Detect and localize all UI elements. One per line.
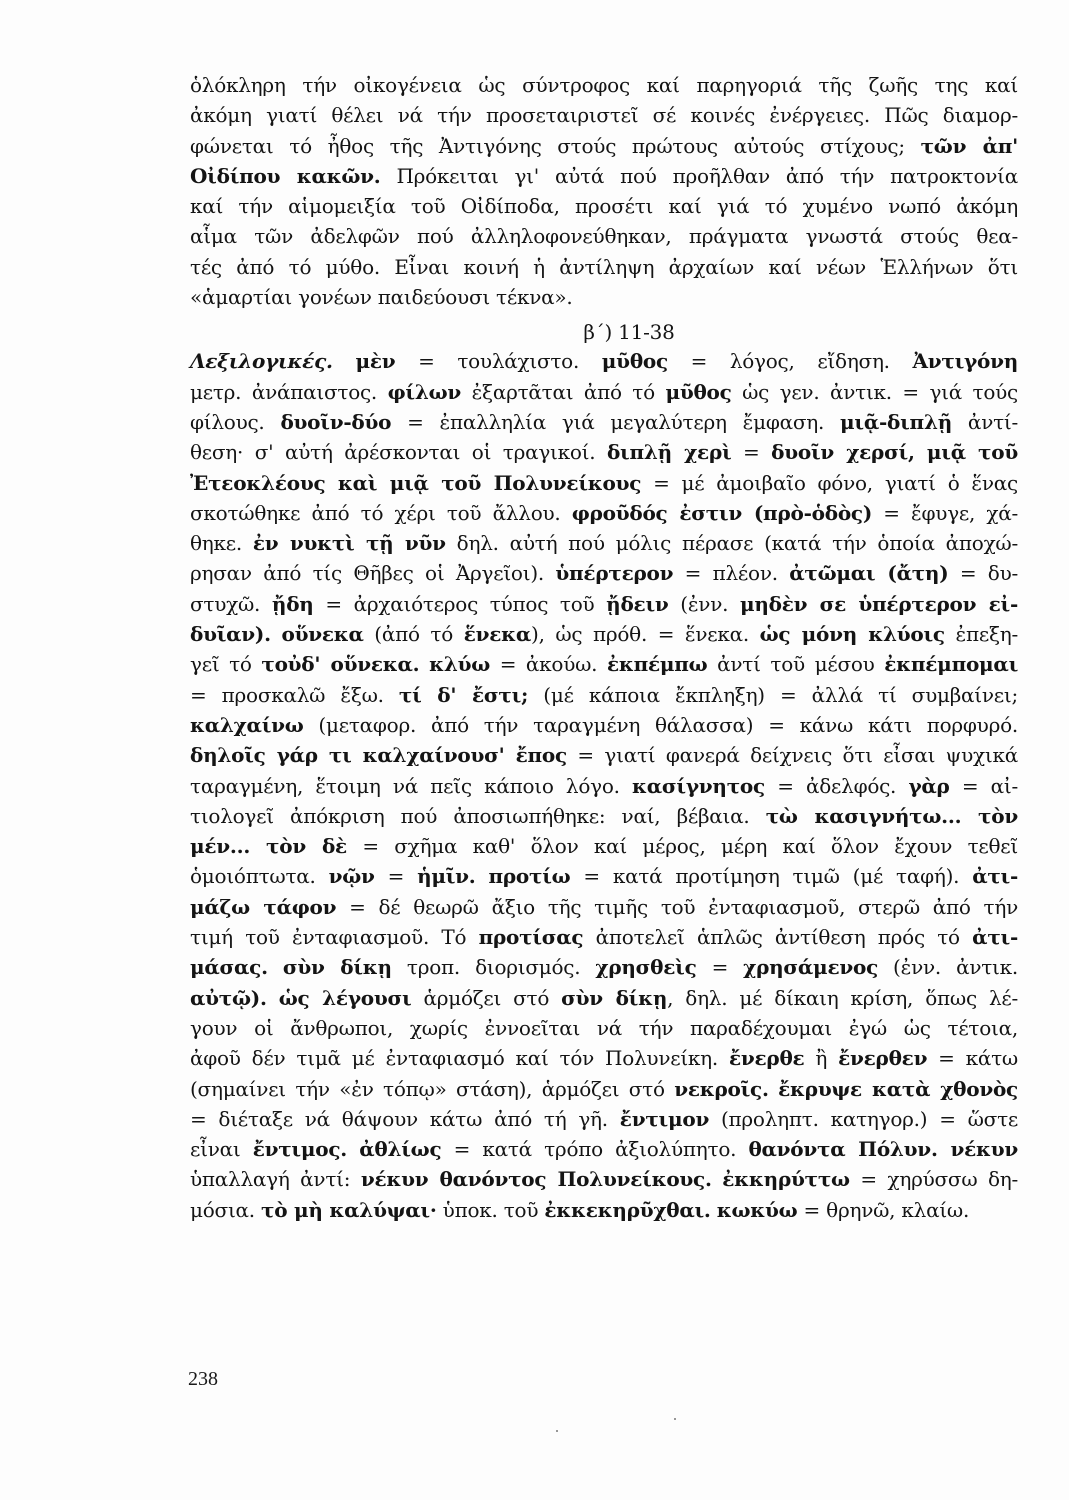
text-run: μόσια. [190, 1197, 262, 1222]
text-run: ὁμοιόπτωτα. [190, 864, 329, 889]
text-run: ), ὡς πρόθ. = ἕνεκα. [531, 622, 760, 647]
text-line [190, 346, 1018, 376]
bold-term: ὑπέρτερον [555, 561, 674, 586]
text-run: = γιατί φανερά δείχνεις ὅτι εἶσαι ψυχικά [566, 743, 1018, 768]
bold-term: ἐκκεκηρῦχθαι. [544, 1197, 711, 1222]
text-run: (μεταφορ. ἀπό τήν ταραγμένη θάλασσα) = κάνω κάτι πορφυρό. [303, 712, 1018, 737]
text-line [190, 100, 1018, 130]
text-run: φίλους. [190, 409, 281, 434]
text-run: τιολογεῖ ἀπόκριση πού ἀποσιωπήθηκε: ναί, βέβαια. [190, 803, 766, 828]
text-run: ταραγμένη, ἕτοιμη νά πεῖς κάποιο λόγο. [190, 773, 633, 798]
bold-term: ὡς μόνη κλύοις [759, 622, 945, 647]
bold-term: μιᾷ-διπλῇ [840, 409, 953, 434]
text-run: γεῖ τό [190, 652, 262, 677]
bold-term: ἀτι- [972, 864, 1019, 889]
bold-term: ἔκρυψε κατὰ χθονὸς [778, 1076, 1018, 1101]
text-run: τιμή τοῦ ἐνταφιασμοῦ. Τό [190, 925, 479, 950]
text-run: ἀντί- [952, 409, 1019, 434]
paragraph-vocabulary [190, 346, 1018, 1225]
text-line [190, 680, 1018, 710]
text-run: θηκε. [190, 531, 253, 556]
text-run: = ἀδελφός. [764, 773, 909, 798]
page-text [190, 70, 1018, 1225]
text-run [476, 864, 489, 888]
text-line [190, 528, 1018, 558]
text-run [347, 1137, 359, 1161]
text-line [190, 1134, 1018, 1164]
text-run: = ἀκούω. [490, 652, 607, 677]
text-run [268, 955, 283, 979]
scan-speck [556, 1430, 558, 1432]
bold-term: ᾔδη [271, 591, 314, 616]
text-run: μετρ. ἀνάπαιστος. [190, 379, 388, 404]
bold-term: Ἀντιγόνη [912, 349, 1018, 374]
text-line [190, 1043, 1018, 1073]
bold-term: αὐτῷ). [190, 985, 267, 1010]
bold-term: μῦθος [665, 379, 732, 404]
bold-term: νεκροῖς. [674, 1076, 769, 1101]
page-number: 238 [188, 1368, 218, 1390]
text-run: = προσκαλῶ ἔξω. [190, 682, 399, 707]
text-run [712, 1167, 723, 1191]
text-run: τροπ. διορισμός. [391, 955, 596, 980]
bold-term: σὺν δίκῃ [561, 985, 668, 1010]
text-line [190, 282, 1018, 312]
bold-term: ἐκκηρύττω [722, 1167, 850, 1192]
text-line [190, 861, 1018, 891]
text-run: ρησαν ἀπό τίς Θῆβες οἱ Ἀργεῖοι). [190, 561, 556, 586]
bold-term: μάσας. [190, 955, 268, 980]
text-run: (σημαίνει τήν «ἐν τόπῳ» στάση), ἁρμόζει στό [190, 1076, 675, 1101]
text-run: = δέ θεωρῶ ἄξιο τῆς τιμῆς τοῦ ἐνταφιασμοῦ, στερῶ ἀπό τήν [336, 894, 1018, 919]
text-run: = θρηνῶ, κλαίω. [797, 1197, 970, 1222]
text-run: = [731, 440, 772, 465]
text-run: ἁρμόζει στό [411, 985, 562, 1010]
text-run: = δυ- [948, 561, 1018, 586]
bold-term: ἀτῶμαι (ἄτη) [789, 561, 949, 586]
bold-term: ᾔδειν [606, 591, 669, 616]
text-run: , δηλ. μέ δίκαιη κρίση, ὅπως λέ- [667, 985, 1018, 1010]
bold-term: ἐν νυκτὶ τῇ νῦν [252, 531, 446, 556]
bold-term: ἐκπέμπομαι [884, 652, 1019, 677]
text-run: τές ἀπό τό μύθο. Εἶναι κοινή ἡ ἀντίληψη ἀρχαίων καί νέων Ἑλλήνων ὅτι [190, 254, 1018, 279]
bold-term [190, 349, 333, 373]
text-run: ὡς γεν. ἀντικ. = γιά τούς [731, 379, 1018, 404]
text-run: Πρόκειται γι' αὐτά πού προῆλθαν ἀπό τήν πατροκτονία [380, 163, 1018, 188]
text-run: ἀντί τοῦ μέσου [707, 652, 885, 677]
text-run: = διέταξε νά θάψουν κάτω ἀπό τή γῆ. [190, 1106, 620, 1131]
text-line [190, 892, 1018, 922]
text-line [190, 1074, 1018, 1104]
text-run: = [696, 955, 744, 980]
text-run [333, 349, 356, 373]
bold-term: ἕνεκα [463, 622, 532, 647]
text-run: θεση· σ' αὐτή ἀρέσκονται οἱ τραγικοί. [190, 440, 607, 465]
text-line [190, 161, 1018, 191]
text-run: ὑποκ. τοῦ [436, 1197, 545, 1222]
text-line [190, 407, 1018, 437]
bold-term: ἔνερθεν [838, 1046, 928, 1071]
text-line [190, 983, 1018, 1013]
text-run: (ἐνν. ἀντικ. [878, 955, 1019, 980]
text-line [190, 1164, 1018, 1194]
text-run: αἷμα τῶν ἀδελφῶν πού ἀλληλοφονεύθηκαν, πράγματα γνωστά στούς θεα- [190, 224, 1018, 249]
text-line [190, 710, 1018, 740]
text-run: ἀφοῦ δέν τιμᾶ μέ ἐνταφιασμό καί τόν Πολυνείκη. [190, 1046, 729, 1071]
text-line [190, 619, 1018, 649]
bold-term: χρησάμενος [743, 955, 878, 980]
bold-term: μὲν [355, 349, 396, 374]
bold-term: φίλων [387, 379, 462, 404]
text-line [190, 1104, 1018, 1134]
bold-term: ἡμῖν. [417, 864, 476, 889]
text-run: = [374, 864, 418, 889]
bold-term: διπλῇ χερὶ [606, 440, 732, 465]
text-run: = κατά τρόπο ἀξιολύπητο. [441, 1137, 749, 1162]
bold-term: δηλοῖς γάρ τι καλχαίνουσ' ἔπος [190, 743, 567, 768]
section-heading: β΄) 11-38 [583, 320, 675, 345]
bold-term: ἔντιμος. [252, 1137, 347, 1162]
bold-term: ὡς λέγουσι [278, 985, 412, 1010]
bold-term: Οἰδίπου κακῶν. [190, 163, 381, 188]
text-run: = κάτω [927, 1046, 1018, 1071]
text-run [267, 986, 279, 1010]
bold-term: δυοῖν χερσί, μιᾷ τοῦ [771, 440, 1018, 465]
bold-term: προτίσας [478, 925, 584, 950]
bold-term: Ἐτεοκλέους καὶ μιᾷ τοῦ Πολυνείκους [190, 470, 642, 495]
bold-term: γὰρ [908, 773, 950, 798]
bold-term: νέκυν θανόντος Πολυνείκους. [360, 1167, 712, 1192]
text-run: (προληπτ. κατηγορ.) = ὥστε [709, 1106, 1018, 1131]
bold-term: νῷν [328, 864, 375, 889]
text-run: = κατά προτίμηση τιμῶ (μέ ταφή). [570, 864, 973, 889]
text-run: ἐπεξη- [944, 622, 1019, 647]
text-line [190, 437, 1018, 467]
text-run: στυχῶ. [190, 591, 272, 616]
text-line [190, 831, 1018, 861]
text-line [190, 1195, 1018, 1225]
text-run: «ἁμαρτίαι γονέων παιδεύουσι τέκνα». [190, 285, 573, 310]
paragraph-intro [190, 70, 1018, 312]
bold-term: μάζω τάφον [190, 894, 337, 919]
text-run: (μέ κάποια ἔκπληξη) = ἀλλά τί συμβαίνει; [528, 682, 1018, 707]
bold-term: τὸ μὴ καλύψαι· [261, 1197, 437, 1222]
bold-term: θανόντα Πόλυν. νέκυν [748, 1137, 1019, 1162]
text-line [190, 771, 1018, 801]
bold-term: ἔνερθε [728, 1046, 805, 1071]
text-run [769, 1077, 778, 1101]
text-line [190, 1013, 1018, 1043]
text-run [271, 622, 282, 646]
bold-term: κασίγνητος [632, 773, 765, 798]
text-line [190, 589, 1018, 619]
bold-term: μέν... τὸν δὲ [190, 834, 347, 859]
text-line [190, 252, 1018, 282]
text-run: σκοτώθηκε ἀπό τό χέρι τοῦ ἄλλου. [190, 500, 572, 525]
text-run: = ἀρχαιότερος τύπος τοῦ [313, 591, 607, 616]
text-line [190, 377, 1018, 407]
text-line [190, 649, 1018, 679]
bold-term: μηδὲν σε ὑπέρτερον εἰ- [739, 591, 1018, 616]
text-line [190, 498, 1018, 528]
text-run: γουν οἱ ἄνθρωποι, χωρίς ἐννοεῖται νά τήν παραδέχουμαι ἐγώ ὡς τέτοια, [190, 1015, 1018, 1040]
bold-term: δυῖαν). [190, 622, 271, 647]
bold-term: ἀθλίως [359, 1137, 442, 1162]
scan-speck [674, 1418, 676, 1420]
text-run: = πλέον. [673, 561, 790, 586]
headword-text: Λεξιλογικές. [190, 349, 333, 374]
text-line [190, 740, 1018, 770]
bold-term: προτίω [488, 864, 571, 889]
bold-term: κωκύω [716, 1197, 798, 1222]
text-run: = ἐπαλληλία γιά μεγαλύτερη ἔμφαση. [391, 409, 841, 434]
bold-term: σὺν δίκῃ [282, 955, 392, 980]
text-run: ἀποτελεῖ ἁπλῶς ἀντίθεση πρός τό [583, 925, 973, 950]
text-run: ἀκόμη γιατί θέλει νά τήν προσεταιριστεῖ σέ κοινές ἐνέργειες. Πῶς διαμορ- [190, 103, 1018, 128]
bold-term: δυοῖν-δύο [280, 409, 392, 434]
text-run: = σχῆμα καθ' ὅλον καί μέρος, μέρη καί ὅλον ἔχουν τεθεῖ [346, 834, 1018, 859]
bold-term: ἔντιμον [619, 1106, 710, 1131]
text-run: δηλ. αὐτή πού μόλις πέρασε (κατά τήν ὁποία ἀποχώ- [445, 531, 1018, 556]
text-run: καί τήν αἱμομειξία τοῦ Οἰδίποδα, προσέτι καί γιά τό χυμένο νωπό ἀκόμη [190, 194, 1018, 219]
text-line [190, 922, 1018, 952]
bold-term: κλύω [429, 652, 491, 677]
text-line [190, 558, 1018, 588]
text-line [190, 191, 1018, 221]
bold-term: οὕνεκα [281, 622, 364, 647]
text-run: ὑπαλλαγή ἀντί: [190, 1167, 361, 1192]
text-run: (ἐνν. [668, 591, 740, 616]
bold-term: ἀτι- [972, 925, 1018, 950]
text-line [190, 801, 1018, 831]
text-line [190, 131, 1018, 161]
text-run: = τουλάχιστο. [395, 349, 602, 374]
bold-term: τοὐδ' οὕνεκα. [261, 652, 420, 677]
text-line [190, 468, 1018, 498]
bold-term: τῶν ἀπ' [920, 133, 1018, 158]
bold-term: μῦθος [601, 349, 668, 374]
bold-term: ἐκπέμπω [606, 652, 708, 677]
text-run: = αἰ- [949, 773, 1018, 798]
text-run: = λόγος, εἴδηση. [667, 349, 913, 374]
text-run: = χηρύσσω δη- [849, 1167, 1018, 1192]
bold-term: τὼ κασιγνήτω... τὸν [765, 803, 1018, 828]
bold-term: τί δ' ἔστι; [398, 682, 529, 707]
bold-term: χρησθεὶς [595, 955, 697, 980]
text-run: (ἀπό τό [363, 622, 464, 647]
text-run [419, 652, 429, 676]
text-run: ὁλόκληρη τήν οἰκογένεια ὡς σύντροφος καί παρηγοριά τῆς ζωῆς της καί [190, 73, 1018, 97]
text-run: ἢ [804, 1046, 839, 1071]
text-run: = ἔφυγε, χά- [872, 500, 1018, 525]
text-line [190, 952, 1018, 982]
text-run: = μέ ἀμοιβαῖο φόνο, γιατί ὁ ἕνας [641, 470, 1019, 495]
text-run: ἐξαρτᾶται ἀπό τό [461, 379, 666, 404]
bold-term: φροῦδός ἐστιν (πρὸ-ὁδὸς) [571, 500, 873, 525]
text-run: φώνεται τό ἦθος τῆς Ἀντιγόνης στούς πρώτους αὐτούς στίχους; [190, 133, 921, 158]
text-run: εἶναι [190, 1137, 253, 1162]
text-line [190, 70, 1018, 100]
bold-term: καλχαίνω [190, 712, 304, 737]
text-line [190, 221, 1018, 251]
